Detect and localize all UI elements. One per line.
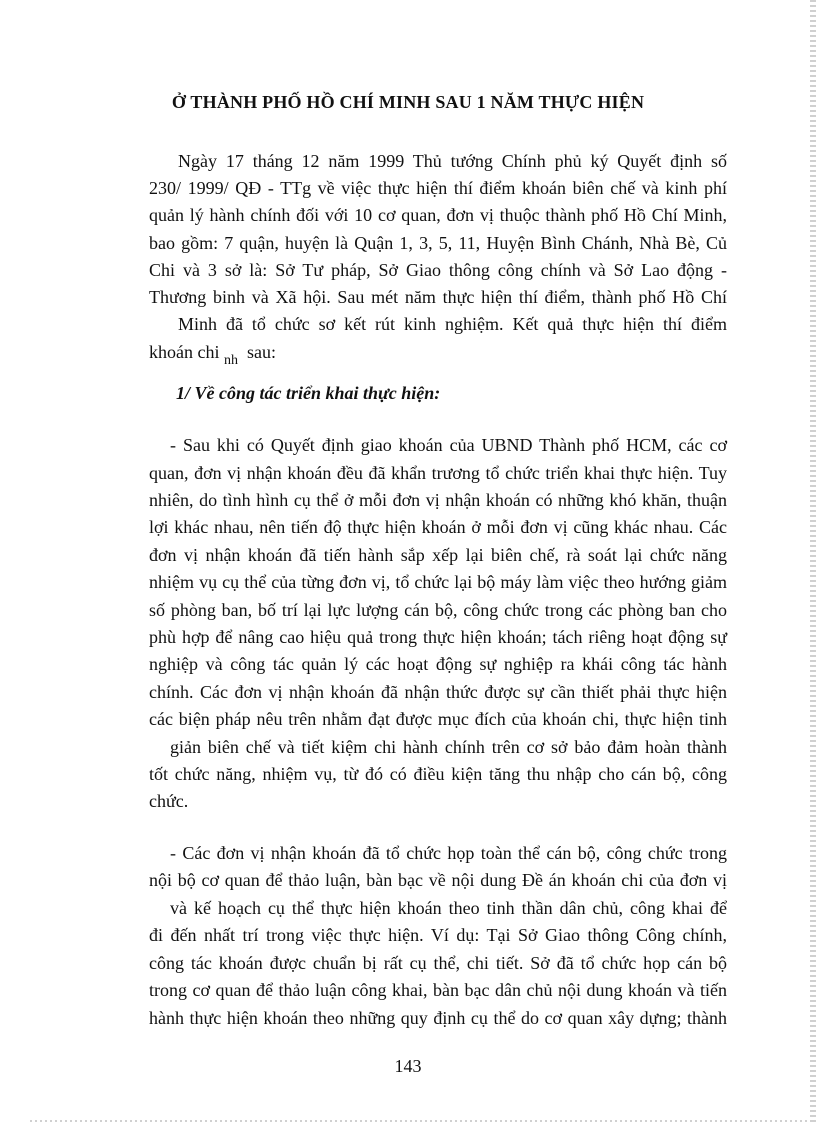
para2-line: nội bộ cơ quan để thảo luận, bàn bạc về nội dung Đề án khoán chi của đơn vị: [149, 870, 727, 890]
para1-line: chức.: [149, 791, 189, 811]
intro-line: Ngày 17 tháng 12 năm 1999 Thủ tướng Chính phủ ký Quyết định số: [178, 151, 727, 171]
page-title: Ở THÀNH PHỐ HỒ CHÍ MINH SAU 1 NĂM THỰC HIỆN: [171, 92, 645, 112]
para1-line: - Sau khi có Quyết định giao khoán của UBND Thành phố HCM, các cơ: [170, 435, 727, 455]
page-number: 143: [394, 1056, 422, 1076]
para1-line: phù hợp để nâng cao hiệu quả trong thực hiện khoán; tách riêng hoạt động sự: [149, 627, 727, 647]
para1-line: tốt chức năng, nhiệm vụ, từ đó có điều kiện tăng thu nhập cho cán bộ, công: [149, 764, 727, 784]
intro-line: Minh đã tổ chức sơ kết rút kinh nghiệm. Kết quả thực hiện thí điểm: [178, 314, 727, 334]
para2-line: trong cơ quan để thảo luận công khai, bàn bạc dân chủ nội dung khoán và tiến: [149, 980, 727, 1000]
para2-line: đi đến nhất trí trong việc thực hiện. Ví dụ: Tại Sở Giao thông Công chính,: [149, 925, 727, 945]
intro-line: bao gồm: 7 quận, huyện là Quận 1, 3, 5, 11, Huyện Bình Chánh, Nhà Bè, Củ: [149, 233, 727, 253]
page-edge-right: [810, 0, 816, 1123]
para1-line: chính. Các đơn vị nhận khoán đã nhận thức được sự cần thiết phải thực hiện: [149, 682, 727, 702]
para2-line: - Các đơn vị nhận khoán đã tổ chức họp toàn thể cán bộ, công chức trong: [170, 843, 727, 863]
page-edge-bottom: [30, 1120, 810, 1122]
para1-line: các biện pháp nêu trên nhằm đạt được mục đích của khoán chi, thực hiện tinh: [149, 709, 727, 729]
para1-line: nhiên, do tình hình cụ thể ở mỗi đơn vị nhận khoán có những khó khăn, thuận: [149, 490, 727, 510]
para1-line: quan, đơn vị nhận khoán đều đã khẩn trương tổ chức triển khai thực hiện. Tuy: [149, 463, 727, 483]
para2-line: và kế hoạch cụ thể thực hiện khoán theo tinh thần dân chủ, công khai để: [170, 898, 727, 918]
para1-line: nghiệp và công tác quản lý các hoạt động sự nghiệp ra khái công tác hành: [149, 654, 727, 674]
para1-line: đơn vị nhận khoán đã tiến hành sắp xếp lại biên chế, rà soát lại chức năng: [149, 545, 727, 565]
para2-line: công tác khoán được chuẩn bị rất cụ thể, chi tiết. Sở đã tổ chức họp cán bộ: [149, 953, 727, 973]
para1-line: giản biên chế và tiết kiệm chi hành chính trên cơ sở bảo đảm hoàn thành: [170, 737, 727, 757]
intro-line: Thương binh và Xã hội. Sau mét năm thực hiện thí điểm, thành phố Hồ Chí: [149, 287, 727, 307]
intro-line: Chi và 3 sở là: Sở Tư pháp, Sở Giao thông công chính và Sở Lao động -: [149, 260, 727, 280]
para2-line: hành thực hiện khoán theo những quy định cụ thể do cơ quan xây dựng; thành: [149, 1008, 727, 1028]
intro-last-sub: nh: [223, 353, 238, 368]
intro-last-line: [149, 341, 276, 366]
intro-line: 230/ 1999/ QĐ - TTg về việc thực hiện thí điểm khoán biên chế và kinh phí: [149, 178, 727, 198]
intro-last-before: khoán chi: [149, 342, 220, 362]
para1-line: lợi khác nhau, nên tiến độ thực hiện khoán ở mỗi đơn vị cũng khác nhau. Các: [149, 517, 727, 537]
para1-line: nhiệm vụ cụ thể của từng đơn vị, tổ chức lại bộ máy làm việc theo hướng giảm: [149, 572, 727, 592]
para1-line: số phòng ban, bố trí lại lực lượng cán bộ, công chức trong các phòng ban cho: [149, 600, 727, 620]
intro-line: quản lý hành chính đối với 10 cơ quan, đơn vị thuộc thành phố Hồ Chí Minh,: [149, 205, 727, 225]
intro-last-after: sau:: [246, 342, 276, 362]
section-heading: 1/ Về công tác triển khai thực hiện:: [176, 383, 441, 403]
